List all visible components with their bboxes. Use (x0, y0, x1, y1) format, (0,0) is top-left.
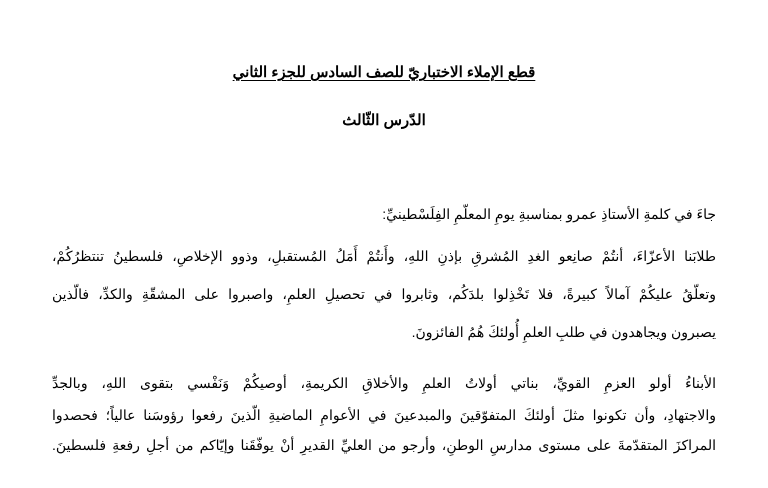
paragraph1-line-1: طلابَنا الأعزّاءَ، أنتُمْ صانِعو الغدِ المُشرقِ بإذنِ اللهِ، وأَنتُمْ أَمَلُ المُستقبلِ، وذوو الإخلاصِ، فلسطينُ تنتظرُكُمْ، (52, 248, 716, 264)
paragraph1-line-3: يصبرون ويجاهدون في طلبِ العلمِ أُولئكَ هُمُ الفائزونَ. (411, 324, 716, 340)
paragraph2-line-1: الأبناءُ أولو العزمِ القويِّ، بناتي أولاتُ العلمِ والأخلاقِ الكريمةِ، أوصيكُمْ وَنَفْسي بتقوى اللهِ، وبالجدِّ (52, 375, 716, 391)
intro-line: جاءَ في كلمةِ الأستاذِ عمرو بمناسبةِ يومِ المعلّمِ الفِلَسْطينيِّ: (382, 206, 716, 222)
paragraph1-line-2: وتعلّقُ عليكُمْ آمالاً كبيرةً، فلا تَخْذِلوا بلدَكُم، وثابروا في تحصيلِ العلمِ، واصبروا على المشقّةِ والكدِّ، فالّذين (52, 286, 716, 302)
paragraph2-line-3: المراكزَ المتقدّمةَ على مستوى مدارسِ الوطنِ، وأرجو من العليِّ القديرِ أنْ يوفّقَنا وإيّاكم من أجلِ رفعةِ فلسطينَ. (52, 437, 716, 453)
paragraph2-line-2: والاجتهادِ، وأن تكونوا مثلَ أولئكَ المتفوّقينَ والمبدعينَ في الأعوامِ الماضيةِ الّذينَ رفعوا رؤوسَنا عالياً؛ فحصدوا (52, 407, 716, 423)
lesson-heading: الدّرس الثّالث (342, 112, 426, 129)
document-title: قطع الإملاء الاختباريّ للصف السادس للجزء الثاني (232, 64, 536, 81)
